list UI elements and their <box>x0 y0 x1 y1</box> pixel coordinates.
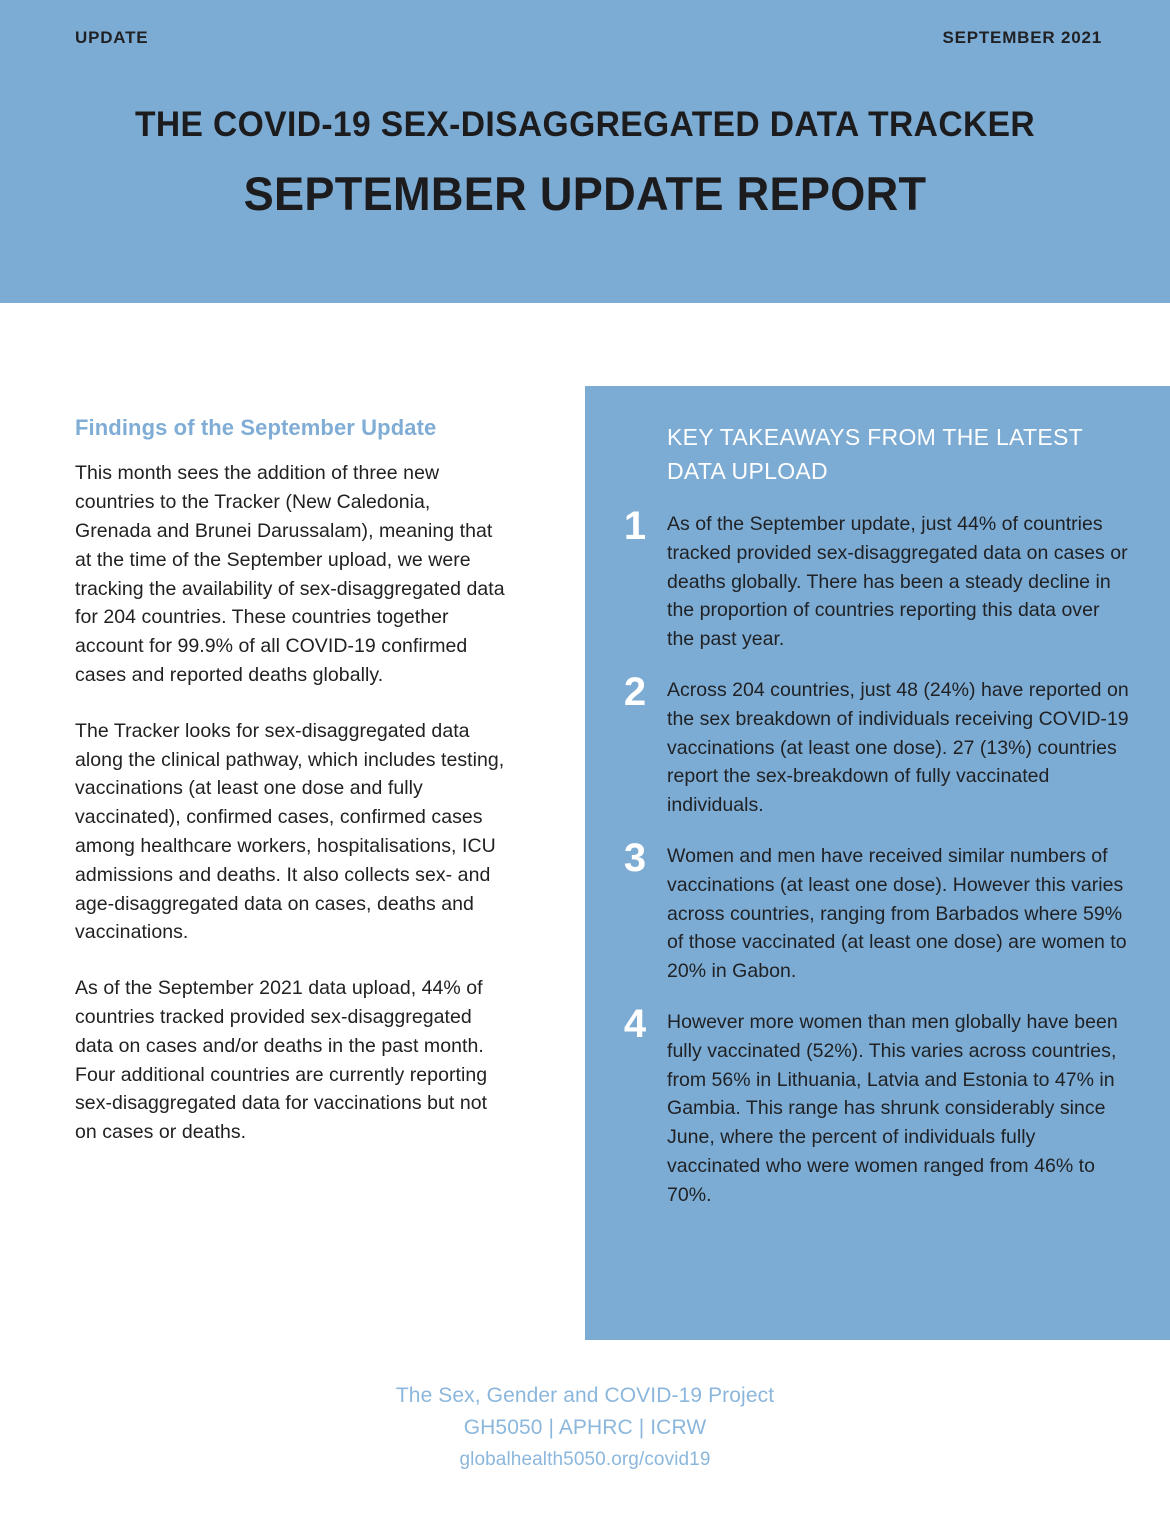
takeaway-text: Across 204 countries, just 48 (24%) have reported on the sex breakdown of individuals receiving COVID-19 vaccinations (at least one dose). 27 (13%) countries report the sex-breakdown of fully vaccinated individuals. <box>667 678 1129 817</box>
findings-column <box>75 415 505 1147</box>
findings-heading: Findings of the September Update <box>75 415 437 440</box>
takeaway-number: 2 <box>623 669 647 714</box>
footer <box>0 1380 1170 1476</box>
footer-project-name: The Sex, Gender and COVID-19 Project <box>395 1384 775 1407</box>
report-tracker-title: THE COVID-19 SEX-DISAGGREGATED DATA TRACKER <box>134 105 1036 144</box>
banner-update-label: UPDATE <box>75 28 149 47</box>
banner-meta-row <box>75 28 1102 48</box>
takeaway-item <box>623 504 1130 654</box>
findings-paragraph-1: This month sees the addition of three new countries to the Tracker (New Caledonia, Grenada and Brunei Darussalam), meaning that at the time of the September upload, we were tracking the availability of sex-disaggregated data for 204 countries. These countries together account for 99.9% of all COVID-19 confirmed cases and reported deaths globally. <box>75 462 505 686</box>
takeaway-text: However more women than men globally have been fully vaccinated (52%). This varies across countries, from 56% in Lithuania, Latvia and Estonia to 47% in Gambia. This range has shrunk considerably since June, where the percent of individuals fully vaccinated who were women ranged from 46% to 70%. <box>667 1010 1118 1206</box>
takeaway-item <box>623 835 1130 986</box>
key-takeaways-panel <box>585 386 1170 1340</box>
footer-partners: GH5050 | APHRC | ICRW <box>463 1416 707 1439</box>
banner-title-group <box>0 105 1170 221</box>
takeaway-text: Women and men have received similar numbers of vaccinations (at least one dose). However this varies across countries, ranging from Barbados where 59% of those vaccinated (at least one dose) are women to 20% in Gabon. <box>667 844 1127 983</box>
banner-date-label: SEPTEMBER 2021 <box>942 28 1102 47</box>
takeaway-item <box>623 1001 1130 1210</box>
takeaway-number: 3 <box>623 835 647 880</box>
report-main-title: SEPTEMBER UPDATE REPORT <box>243 167 927 221</box>
findings-paragraph-3: As of the September 2021 data upload, 44% of countries tracked provided sex-disaggregated data on cases and/or deaths in the past month. Four additional countries are currently reporting sex-disaggregated data for vaccinations but not on cases or deaths. <box>75 977 488 1144</box>
takeaway-item <box>623 669 1130 820</box>
header-banner <box>0 0 1170 303</box>
findings-paragraph-2: The Tracker looks for sex-disaggregated data along the clinical pathway, which includes testing, vaccinations (at least one dose and fully vaccinated), confirmed cases, confirmed cases among healthcare workers, hospitalisations, ICU admissions and deaths. It also collects sex- and age-disaggregated data on cases, deaths and vaccinations. <box>75 719 505 944</box>
takeaway-number: 4 <box>623 1001 647 1046</box>
key-takeaways-heading: KEY TAKEAWAYS FROM THE LATEST DATA UPLOAD <box>667 424 1083 484</box>
footer-website-link[interactable]: globalhealth5050.org/covid19 <box>459 1449 711 1470</box>
takeaway-number: 1 <box>623 504 647 548</box>
takeaway-text: As of the September update, just 44% of countries tracked provided sex-disaggregated data on cases or deaths globally. There has been a steady decline in the proportion of countries reporting this data over the past year. <box>667 513 1128 651</box>
